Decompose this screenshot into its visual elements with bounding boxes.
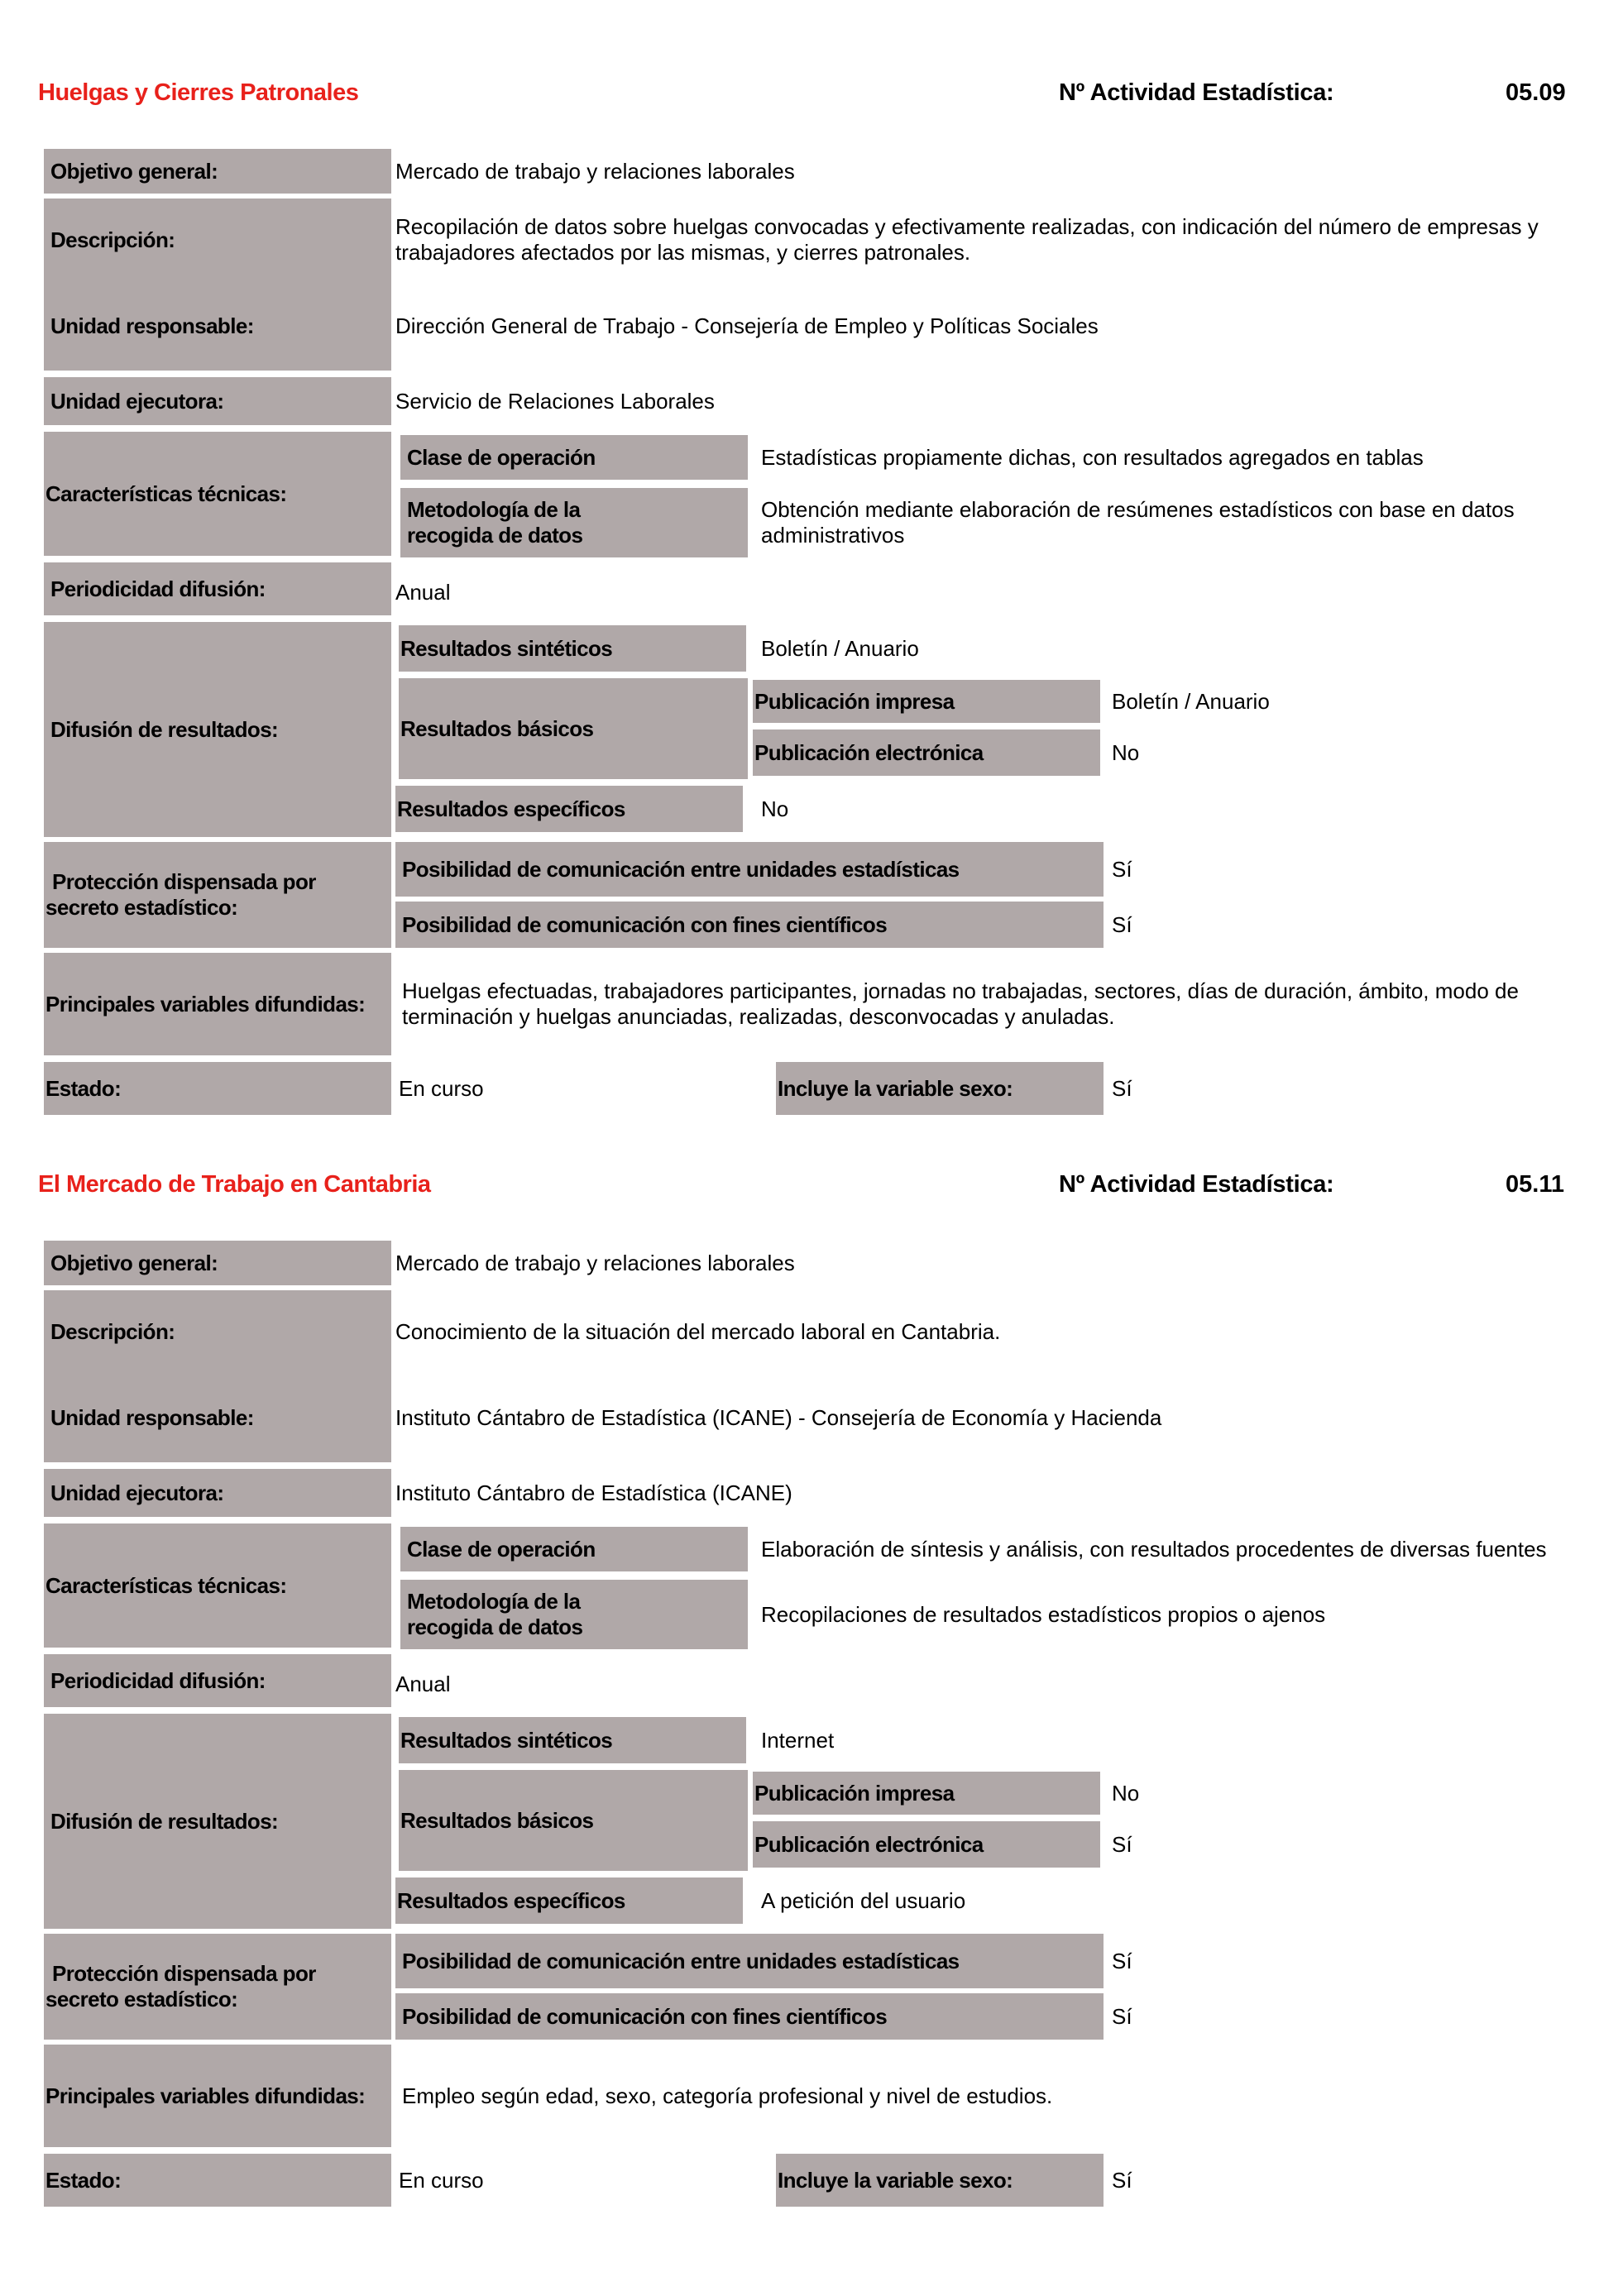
estado-value: En curso — [399, 2167, 484, 2193]
caracteristicas-label: Características técnicas: — [44, 1523, 391, 1648]
unidad-responsable-value: Dirección General de Trabajo - Consejería de Empleo y Políticas Sociales — [395, 313, 1099, 338]
variables-label: Principales variables difundidas: — [44, 953, 391, 1055]
clase-operacion-value: Elaboración de síntesis y análisis, con resultados procedentes de diversas fuentes — [761, 1536, 1547, 1562]
unidad-ejecutora-value: Servicio de Relaciones Laborales — [395, 388, 715, 414]
sinteticos-label: Resultados sintéticos — [399, 1717, 746, 1763]
especificos-value: A petición del usuario — [761, 1887, 966, 1913]
basicos-label: Resultados básicos — [399, 678, 748, 779]
difusion-label: Difusión de resultados: — [44, 1714, 391, 1929]
comunicacion-cientificos-value: Sí — [1112, 2003, 1132, 2029]
objetivo-label: Objetivo general: — [44, 149, 391, 194]
clase-operacion-label: Clase de operación — [400, 435, 748, 480]
activity-number-label: Nº Actividad Estadística: — [1059, 1171, 1334, 1198]
basicos-label: Resultados básicos — [399, 1770, 748, 1871]
comunicacion-unidades-label: Posibilidad de comunicación entre unidades estadísticas — [395, 1934, 1104, 1988]
variables-value: Huelgas efectuadas, trabajadores participantes, jornadas no trabajadas, sectores, días de duración, ámbito, modo de terminación y huelgas anunciadas, realizadas, desconvocadas y anuladas. — [402, 978, 1519, 1029]
especificos-label: Resultados específicos — [395, 786, 743, 832]
unidad-responsable-value: Instituto Cántabro de Estadística (ICANE) - Consejería de Economía y Hacienda — [395, 1404, 1162, 1430]
especificos-label: Resultados específicos — [395, 1877, 743, 1924]
publicacion-electronica-value: No — [1112, 739, 1140, 765]
descripcion-label: Descripción: — [44, 199, 391, 281]
metodologia-value: Obtención mediante elaboración de resúmenes estadísticos con base en datos administrativos — [761, 497, 1515, 548]
objetivo-label: Objetivo general: — [44, 1241, 391, 1285]
variables-label: Principales variables difundidas: — [44, 2045, 391, 2147]
unidad-responsable-label: Unidad responsable: — [44, 1373, 391, 1462]
metodologia-value: Recopilaciones de resultados estadísticos propios o ajenos — [761, 1601, 1326, 1627]
publicacion-electronica-label: Publicación electrónica — [753, 729, 1100, 776]
comunicacion-unidades-value: Sí — [1112, 1948, 1132, 1973]
record-title: El Mercado de Trabajo en Cantabria — [38, 1171, 431, 1198]
sexo-label: Incluye la variable sexo: — [776, 1062, 1104, 1115]
activity-number: 05.11 — [1506, 1171, 1564, 1198]
periodicidad-value: Anual — [395, 1671, 451, 1696]
proteccion-label: Protección dispensada por secreto estadístico: — [44, 1934, 391, 2040]
clase-operacion-label: Clase de operación — [400, 1527, 748, 1571]
unidad-ejecutora-label: Unidad ejecutora: — [44, 1469, 391, 1517]
comunicacion-cientificos-label: Posibilidad de comunicación con fines científicos — [395, 1993, 1104, 2040]
descripcion-label: Descripción: — [44, 1290, 391, 1373]
publicacion-electronica-label: Publicación electrónica — [753, 1821, 1100, 1868]
activity-record — [0, 1092, 1623, 2193]
metodologia-label: Metodología de la recogida de datos — [400, 488, 748, 557]
comunicacion-unidades-label: Posibilidad de comunicación entre unidades estadísticas — [395, 842, 1104, 897]
estado-label: Estado: — [44, 1062, 391, 1115]
publicacion-impresa-label: Publicación impresa — [753, 1772, 1100, 1815]
record-title: Huelgas y Cierres Patronales — [38, 79, 359, 106]
sinteticos-value: Internet — [761, 1727, 835, 1753]
publicacion-impresa-value: No — [1112, 1780, 1140, 1806]
metodologia-label: Metodología de la recogida de datos — [400, 1580, 748, 1649]
objetivo-value: Mercado de trabajo y relaciones laborales — [395, 1250, 795, 1275]
clase-operacion-value: Estadísticas propiamente dichas, con resultados agregados en tablas — [761, 444, 1424, 470]
periodicidad-label: Periodicidad difusión: — [44, 1654, 391, 1707]
difusion-label: Difusión de resultados: — [44, 622, 391, 837]
activity-number: 05.09 — [1506, 79, 1566, 106]
sexo-label: Incluye la variable sexo: — [776, 2154, 1104, 2207]
caracteristicas-label: Características técnicas: — [44, 432, 391, 556]
descripcion-value: Conocimiento de la situación del mercado laboral en Cantabria. — [395, 1318, 1001, 1344]
comunicacion-cientificos-value: Sí — [1112, 911, 1132, 937]
sinteticos-value: Boletín / Anuario — [761, 635, 919, 661]
unidad-responsable-label: Unidad responsable: — [44, 281, 391, 371]
periodicidad-value: Anual — [395, 579, 451, 605]
sinteticos-label: Resultados sintéticos — [399, 625, 746, 672]
publicacion-electronica-value: Sí — [1112, 1831, 1132, 1857]
variables-value: Empleo según edad, sexo, categoría profesional y nivel de estudios. — [402, 2083, 1053, 2108]
publicacion-impresa-value: Boletín / Anuario — [1112, 688, 1270, 714]
unidad-ejecutora-value: Instituto Cántabro de Estadística (ICANE) — [395, 1480, 792, 1505]
comunicacion-cientificos-label: Posibilidad de comunicación con fines científicos — [395, 902, 1104, 948]
comunicacion-unidades-value: Sí — [1112, 856, 1132, 882]
sexo-value: Sí — [1112, 1075, 1132, 1101]
sexo-value: Sí — [1112, 2167, 1132, 2193]
proteccion-label: Protección dispensada por secreto estadístico: — [44, 842, 391, 948]
estado-value: En curso — [399, 1075, 484, 1101]
estado-label: Estado: — [44, 2154, 391, 2207]
publicacion-impresa-label: Publicación impresa — [753, 680, 1100, 723]
unidad-ejecutora-label: Unidad ejecutora: — [44, 377, 391, 425]
especificos-value: No — [761, 796, 789, 821]
activity-record — [0, 0, 1623, 1101]
periodicidad-label: Periodicidad difusión: — [44, 562, 391, 615]
activity-number-label: Nº Actividad Estadística: — [1059, 79, 1334, 106]
objetivo-value: Mercado de trabajo y relaciones laborales — [395, 158, 795, 184]
descripcion-value: Recopilación de datos sobre huelgas convocadas y efectivamente realizadas, con indicación del número de empresas y trabajadores afectados por las mismas, y cierres patronales. — [395, 214, 1539, 265]
